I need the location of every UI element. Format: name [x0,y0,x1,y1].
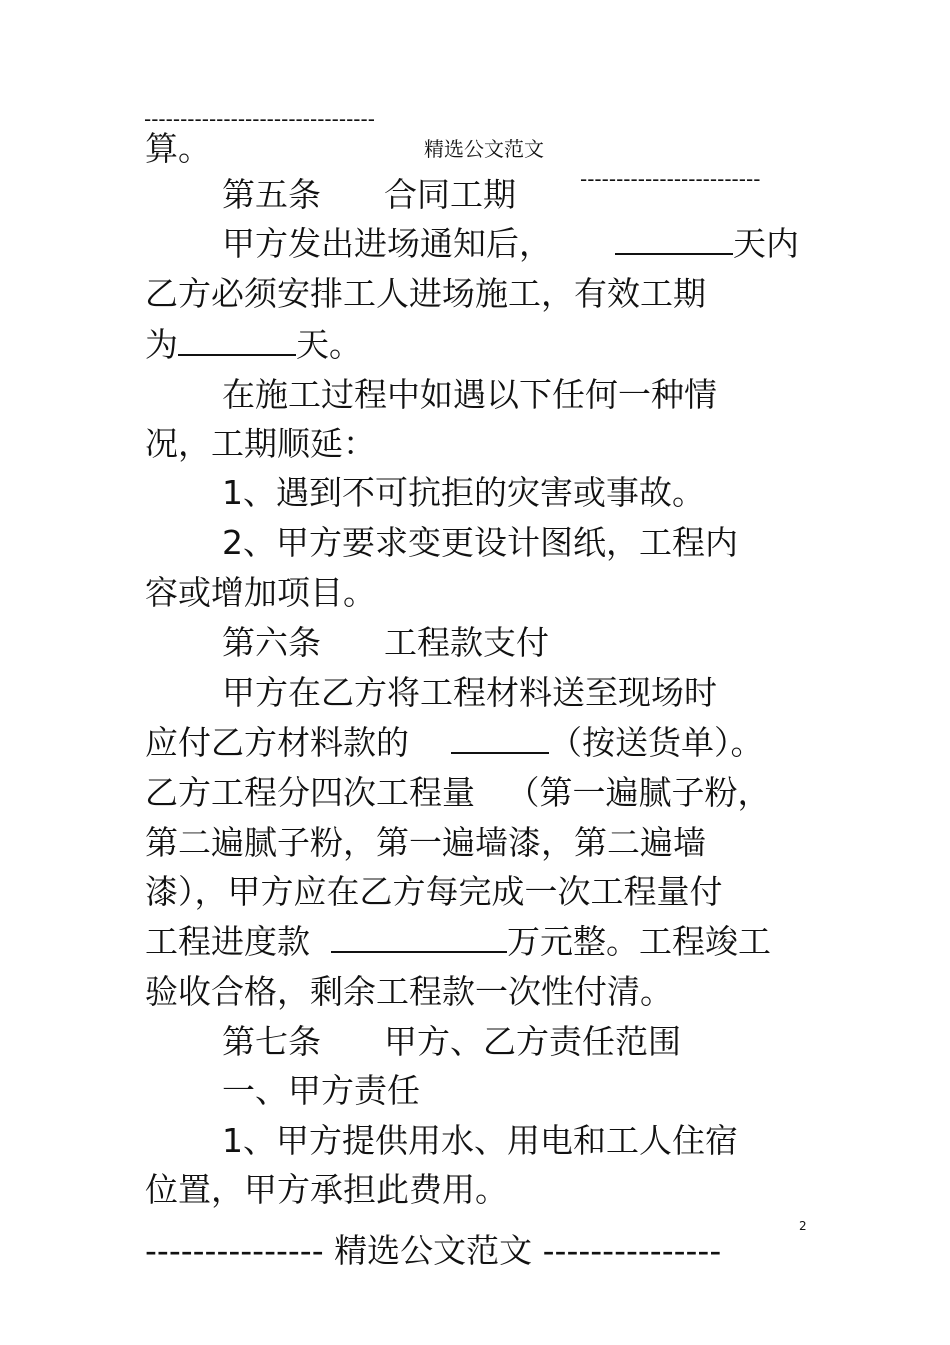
body-line: 位置，甲方承担此费用。 [145,1170,508,1209]
body-text: 工程进度款 [145,922,331,961]
footer-dashes-left: --------------- [145,1231,324,1270]
list-item: 1、遇到不可抗拒的灾害或事故。 [222,473,705,512]
body-text: 应付乙方材料款的 [145,723,451,762]
footer-title: 精选公文范文 [334,1231,533,1270]
page-footer [145,1226,785,1276]
body-line: 漆），甲方应在乙方每完成一次工程量付 [145,872,723,911]
body-text: 甲方发出进场通知后， [222,224,615,263]
body-text: 为 [145,325,178,364]
fill-in-blank [178,322,296,356]
body-line: 第二遍腻子粉，第一遍墙漆，第二遍墙 [145,823,706,862]
page-header [140,74,780,191]
body-line [145,320,362,370]
body-line: 况，工期顺延： [145,424,376,463]
body-line [145,718,763,768]
body-text: （按送货单）。 [548,723,764,762]
list-item: 2、甲方要求变更设计图纸，工程内 [222,523,738,562]
body-line: 在施工过程中如遇以下任何一种情 [222,375,717,414]
footer-dashes-right: --------------- [542,1231,722,1270]
header-title: 精选公文范文 [424,137,544,161]
body-line: 甲方在乙方将工程材料送至现场时 [222,673,717,712]
body-text: 天。 [296,325,362,364]
article-heading: 第五条 合同工期 [222,175,516,214]
body-line [145,917,771,967]
body-line: 乙方必须安排工人进场施工，有效工期 [145,274,706,313]
header-dashes-left: -------------------------------- [144,107,375,131]
fill-in-blank [451,720,549,754]
body-line: 验收合格，剩余工程款一次性付清。 [145,972,673,1011]
header-dashes-right: ------------------------- [580,167,761,191]
body-line: 算。 [145,129,211,168]
page-number: 2 [799,1219,807,1233]
list-item: 1、甲方提供用水、用电和工人住宿 [222,1121,738,1160]
body-line [222,219,799,269]
body-line: 容或增加项目。 [145,573,376,612]
article-heading: 第七条 甲方、乙方责任范围 [222,1022,681,1061]
body-text: 万元整。工程竣工 [506,922,771,961]
body-text: 天内 [732,224,799,263]
fill-in-blank [331,919,507,953]
fill-in-blank [615,221,733,255]
article-heading: 第六条 工程款支付 [222,623,549,662]
body-line: 乙方工程分四次工程量 （第一遍腻子粉， [145,773,771,812]
section-heading: 一、甲方责任 [222,1071,420,1110]
